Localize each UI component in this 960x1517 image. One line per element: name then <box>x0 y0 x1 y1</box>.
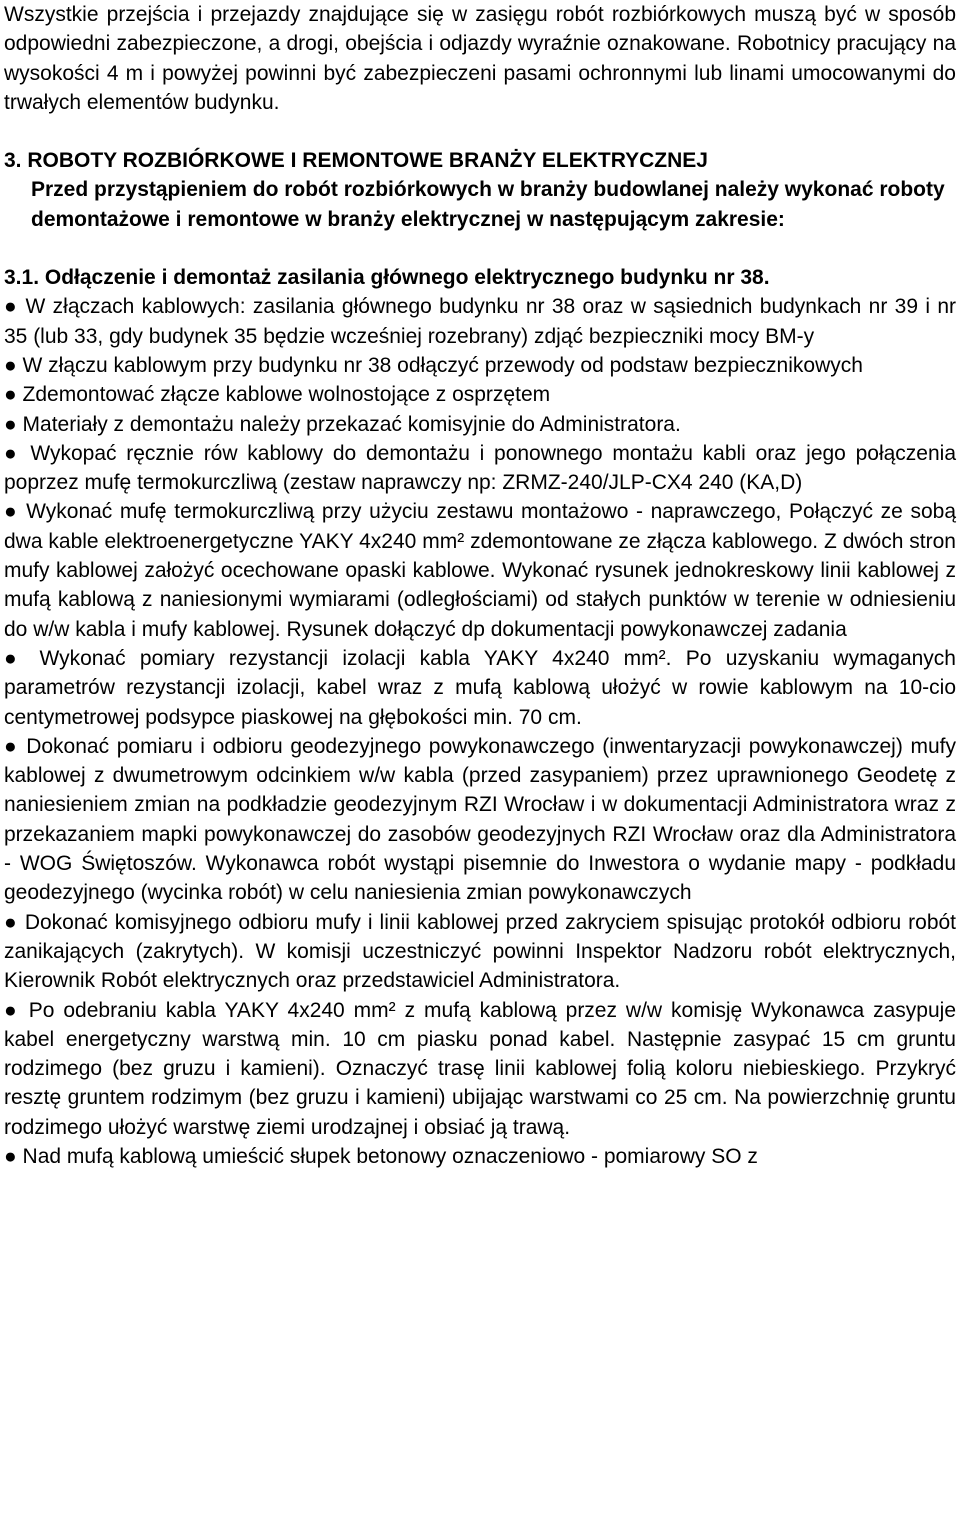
section-intro: Przed przystąpieniem do robót rozbiórkowych w branży budowlanej należy wykonać roboty demontażowe i remontowe w branży elektrycznej w następującym zakresie: <box>31 178 945 231</box>
bullet-text: W złączach kablowych: zasilania głównego budynku nr 38 oraz w sąsiednich budynkach nr 39 i nr 35 (lub 33, gdy budynek 35 będzie wcześniej rozebrany) zdjąć bezpieczniki mocy BM-y <box>4 295 956 348</box>
bullet-item <box>4 410 956 439</box>
bullet-item <box>4 351 956 380</box>
bullet-icon: ● <box>4 734 19 758</box>
bullet-icon: ● <box>4 441 21 465</box>
bullet-item <box>4 644 956 732</box>
bullet-item <box>4 908 956 996</box>
bullet-icon: ● <box>4 295 19 319</box>
bullet-text: Wykopać ręcznie rów kablowy do demontażu i ponownego montażu kabli oraz jego połączenia poprzez mufę termokurczliwą (zestaw naprawczy np: ZRMZ-240/JLP-CX4 240 (KA,D) <box>4 441 957 495</box>
section-heading-block <box>4 146 956 234</box>
bullet-text: Wykonać pomiary rezystancji izolacji kabla YAKY 4x240 mm². Po uzyskaniu wymaganych parametrów rezystancji izolacji, kabel wraz z mufą kablową ułożyć w rowie kablowym na 10-cio centymetrowej podsypce piaskowej na głębokości min. 70 cm. <box>4 646 956 729</box>
bullet-text: Dokonać pomiaru i odbioru geodezyjnego powykonawczego (inwentaryzacji powykonawczej) mufy kablowej z dwumetrowym odcinkiem w/w kabla (przed zasypaniem) przez uprawnionego Geodetę z naniesieniem zmian na podkładzie geodezyjnym RZI Wrocław i w dokumentacji Administratora wraz z przekazaniem mapki powykonawczej do zasobów geodezyjnych RZI Wrocław oraz dla Administratora - WOG Świętoszów. Wykonawca robót wystąpi pisemnie do Inwestora o wydanie mapy - podkładu geodezyjnego (wycinka robót) w celu naniesienia zmian powykonawczych <box>4 734 957 905</box>
bullet-text: W złączu kablowym przy budynku nr 38 odłączyć przewody od podstaw bezpiecznikowych <box>22 353 863 377</box>
bullet-text: Po odebraniu kabla YAKY 4x240 mm² z mufą kablową przez w/w komisję Wykonawca zasypuje kabel energetyczny warstwą min. 10 cm piasku ponad kabel. Następnie zasypać 15 cm gruntu rodzimego (bez gruzu i kamieni). Oznaczyć trasę linii kablowej folią koloru niebieskiego. Przykryć resztę gruntem rodzimym (bez gruzu i kamieni) ubijając warstwami co 25 cm. Na powierzchnię gruntu rodzimego ułożyć warstwę ziemi urodzajnej i obsiać ją trawą. <box>4 998 956 1139</box>
bullet-item <box>4 732 956 908</box>
bullet-item <box>4 497 956 643</box>
intro-paragraph: Wszystkie przejścia i przejazdy znajdujące się w zasięgu robót rozbiórkowych muszą być w sposób odpowiedni zabezpieczone, a drogi, obejścia i odjazdy wyraźnie oznakowane. Robotnicy pracujący na wysokości 4 m i powyżej powinni być zabezpieczeni pasami ochronnymi lub linami umocowanymi do trwałych elementów budynku. <box>4 3 956 114</box>
bullet-list <box>4 292 956 1171</box>
section-heading: 3. ROBOTY ROZBIÓRKOWE I REMONTOWE BRANŻY ELEKTRYCZNEJ <box>4 149 708 173</box>
bullet-icon: ● <box>4 910 18 934</box>
bullet-icon: ● <box>4 383 17 407</box>
bullet-item <box>4 996 956 1142</box>
bullet-text: Dokonać komisyjnego odbioru mufy i linii kablowej przed zakryciem spisując protokół odbioru robót zanikających (zakrytych). W komisji uczestniczyć powinni Inspektor Nadzoru robót elektrycznych, Kierownik Robót elektrycznych oraz przedstawiciel Administratora. <box>4 910 957 993</box>
bullet-text: Nad mufą kablową umieścić słupek betonowy oznaczeniowo - pomiarowy SO z <box>22 1144 758 1168</box>
bullet-icon: ● <box>4 1144 17 1168</box>
subsection-heading: 3.1. Odłączenie i demontaż zasilania głównego elektrycznego budynku nr 38. <box>4 266 770 290</box>
bullet-item <box>4 380 956 409</box>
bullet-text: Materiały z demontażu należy przekazać komisyjnie do Administratora. <box>22 412 681 436</box>
bullet-text: Zdemontować złącze kablowe wolnostojące z osprzętem <box>22 383 551 407</box>
bullet-icon: ● <box>4 646 26 670</box>
bullet-icon: ● <box>4 998 20 1022</box>
bullet-icon: ● <box>4 500 19 524</box>
bullet-icon: ● <box>4 353 17 377</box>
bullet-item <box>4 292 956 351</box>
document-page <box>4 0 956 1171</box>
bullet-icon: ● <box>4 412 17 436</box>
bullet-item <box>4 439 956 498</box>
bullet-item-truncated <box>4 1142 956 1171</box>
bullet-text: Wykonać mufę termokurczliwą przy użyciu zestawu montażowo - naprawczego, Połączyć ze sobą dwa kable elektroenergetyczne YAKY 4x240 mm² zdemontowane ze złącza kablowego. Z dwóch stron mufy kablowej założyć ocechowane opaski kablowe. Wykonać rysunek jednokreskowy linii kablowej z mufą kablową z naniesionymi wymiarami (odległościami) od stałych punktów w terenie w odniesieniu do w/w kabla i mufy kablowej. Rysunek dołączyć dp dokumentacji powykonawczej zadania <box>4 500 957 641</box>
